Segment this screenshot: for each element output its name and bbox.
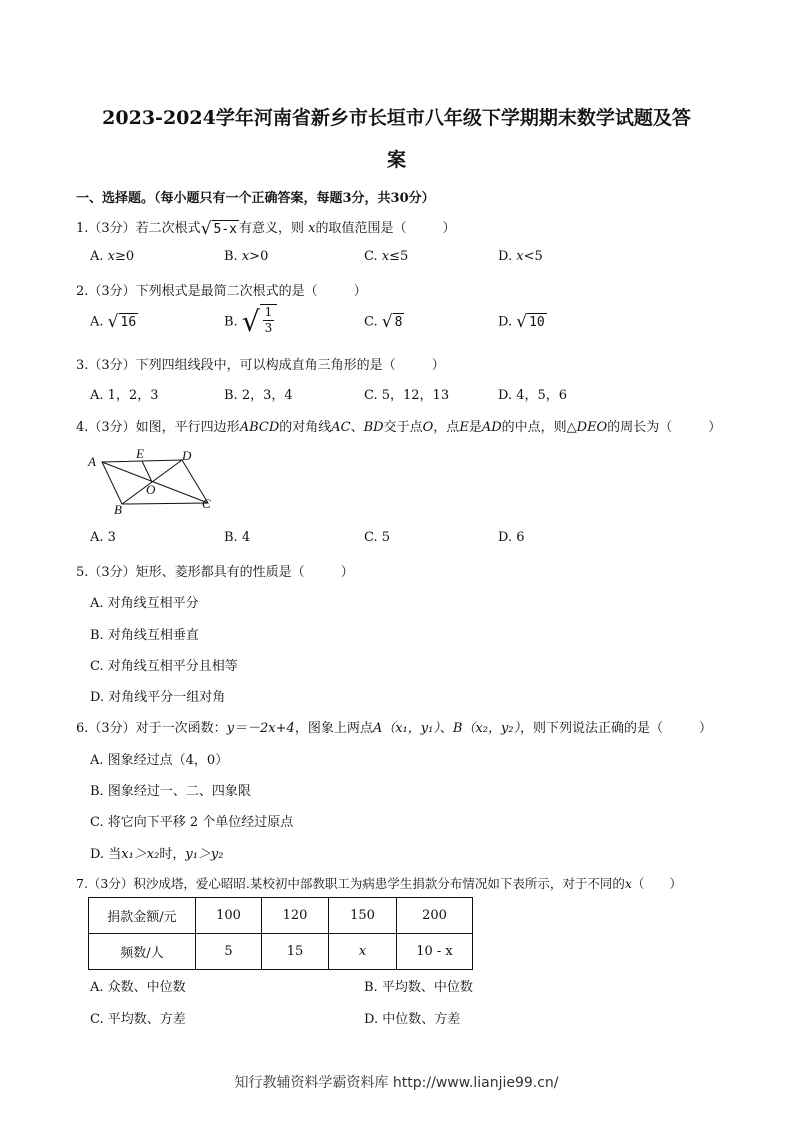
q3-option-b: B. 2，3，4 — [224, 388, 293, 403]
q1-text2: 的取值范围是（ — [315, 221, 407, 236]
q4-option-c: C. 5 — [364, 530, 391, 545]
donation-table — [88, 897, 473, 970]
table-cell: 15 — [262, 934, 329, 970]
question-5: 5.（3分）矩形、菱形都具有的性质是（ ） — [76, 565, 354, 580]
q6-option-b: B. 图象经过一、二、四象限 — [90, 784, 251, 799]
q6-option-d: D. 当x₁＞x₂时，y₁＞y₂ — [90, 847, 224, 862]
table-cell: 10 - x — [397, 934, 473, 970]
q7-option-a: A. 众数、中位数 — [90, 980, 186, 995]
page-title-line2: 案 — [386, 149, 406, 171]
q1-option-b: B. x>0 — [224, 249, 269, 264]
question-6: 6.（3分）对于一次函数：y＝－2x+4，图象上两点A（x₁，y₁）、B（x₂，y₂），则下列说法正确的是（ ） — [76, 721, 713, 736]
q1-text: 有意义，则 — [239, 221, 305, 236]
q2-option-a: A. √ 16 — [90, 312, 137, 332]
question-1 — [76, 217, 456, 238]
sqrt-expression: √ 5-x — [200, 218, 238, 239]
table-row — [89, 898, 473, 934]
label-b: B — [114, 502, 122, 516]
parallelogram-figure — [84, 444, 224, 516]
radicand: 5-x — [213, 221, 238, 237]
table-row — [89, 934, 473, 970]
table-cell: 120 — [262, 898, 329, 934]
q2-option-d: D. √ 10 — [498, 312, 545, 332]
section-heading: 一、选择题。（每小题只有一个正确答案，每题3分，共30分） — [76, 191, 435, 206]
q2-option-c: C. √ 8 — [364, 312, 403, 332]
q4-option-b: B. 4 — [224, 530, 251, 545]
q3-option-d: D. 4，5，6 — [498, 388, 568, 403]
q1-option-c: C. x≤5 — [364, 249, 409, 264]
variable-x: x — [308, 221, 316, 236]
q3-option-a: A. 1，2，3 — [90, 388, 159, 403]
q1-option-d: D. x<5 — [498, 249, 543, 264]
table-cell: 150 — [329, 898, 397, 934]
q1-prefix: 1.（3分）若二次根式 — [76, 221, 201, 236]
table-cell: x — [329, 934, 397, 970]
q6-option-c: C. 将它向下平移 2 个单位经过原点 — [90, 815, 294, 830]
table-cell: 频数/人 — [89, 934, 196, 970]
table-cell: 200 — [397, 898, 473, 934]
q1-option-a: A. x≥0 — [90, 249, 135, 264]
question-7: 7.（3分）积沙成塔，爱心昭昭.某校初中部教职工为病患学生捐款分布情况如下表所示，对于不同的x（ ） — [76, 876, 682, 891]
q4-option-d: D. 6 — [498, 530, 525, 545]
label-o: O — [146, 482, 156, 497]
segment-eo — [142, 461, 152, 482]
q7-option-b: B. 平均数、中位数 — [364, 980, 473, 995]
table-cell: 捐款金额/元 — [89, 898, 196, 934]
question-3: 3.（3分）下列四组线段中，可以构成直角三角形的是（ ） — [76, 358, 445, 373]
table-cell: 5 — [196, 934, 262, 970]
q7-option-c: C. 平均数、方差 — [90, 1012, 186, 1027]
question-2: 2.（3分）下列根式是最简二次根式的是（ ） — [76, 284, 367, 299]
q6-option-a: A. 图象经过点（4，0） — [90, 753, 229, 768]
q5-option-b: B. 对角线互相垂直 — [90, 628, 199, 643]
label-c: C — [202, 496, 211, 511]
q5-option-d: D. 对角线平分一组对角 — [90, 690, 226, 705]
q2-option-b: B. √ $\frac{1}{3}$ — [224, 304, 277, 340]
q3-option-c: C. 5，12，13 — [364, 388, 450, 403]
q5-option-c: C. 对角线互相平分且相等 — [90, 659, 238, 674]
footer-watermark: 知行教辅资料学霸资料库 http://www.lianjie99.cn/ — [234, 1075, 559, 1091]
label-e: E — [136, 446, 144, 461]
label-a: A — [88, 454, 96, 469]
label-d: D — [182, 448, 192, 463]
page-title-line1: 2023-2024学年河南省新乡市长垣市八年级下学期期末数学试题及答 — [102, 107, 691, 129]
q7-option-d: D. 中位数、方差 — [364, 1012, 461, 1027]
question-4: 4.（3分）如图，平行四边形ABCD的对角线AC、BD交于点O，点E是AD的中点，则△DEO的周长为（ ） — [76, 420, 722, 435]
close-paren: ） — [442, 221, 456, 236]
q4-option-a: A. 3 — [90, 530, 116, 545]
table-cell: 100 — [196, 898, 262, 934]
q5-option-a: A. 对角线互相平分 — [90, 596, 199, 611]
